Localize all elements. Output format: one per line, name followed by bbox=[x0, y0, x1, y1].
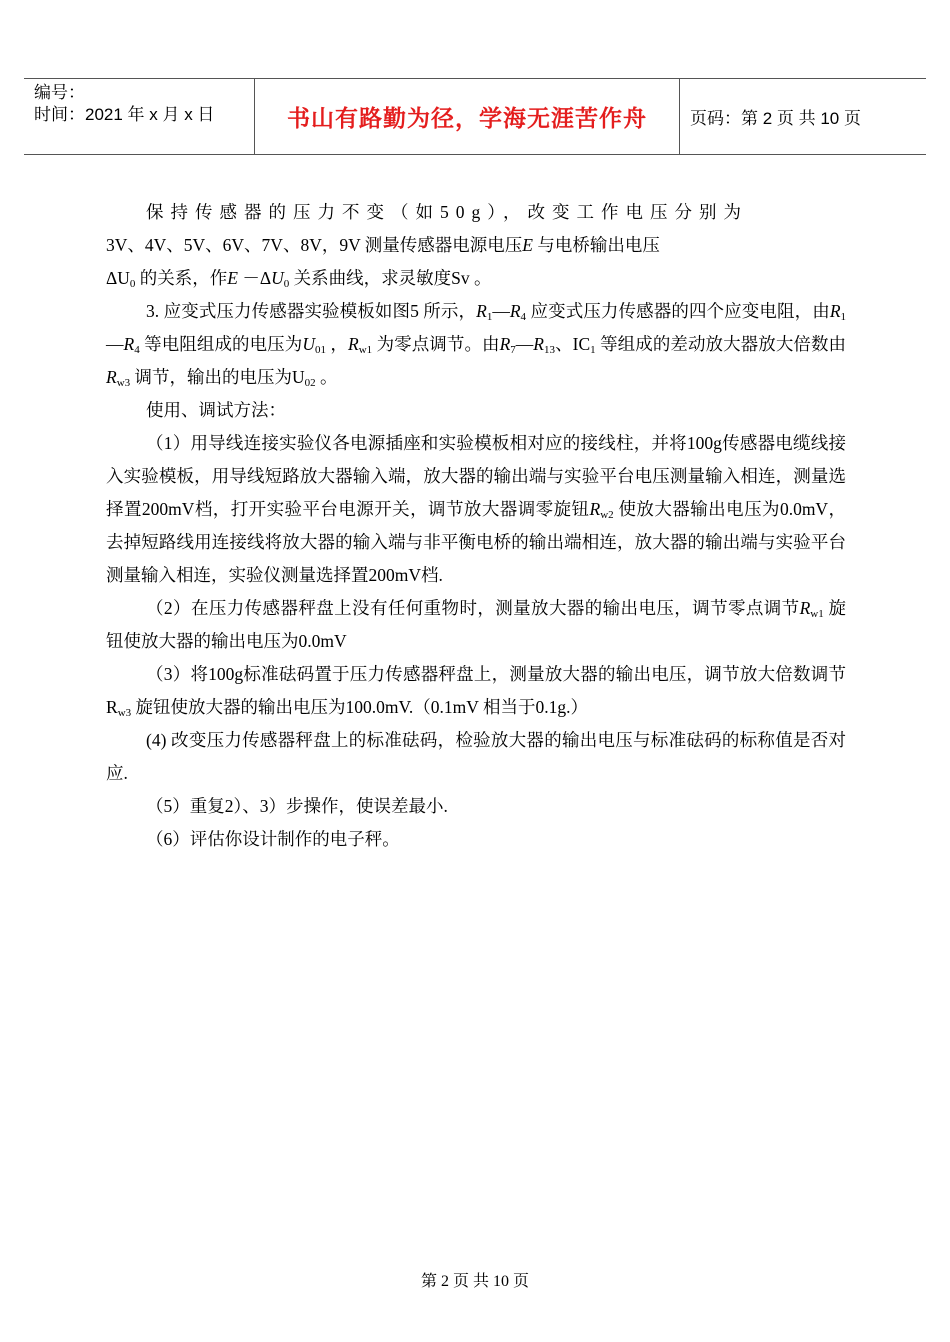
subscript: 4 bbox=[520, 311, 527, 323]
header-divider bbox=[679, 78, 680, 155]
text-run: 的关系，作 bbox=[135, 268, 228, 288]
math-symbol: R bbox=[589, 499, 601, 519]
text-run: 3. 应变式压力传感器实验模板如图5 所示， bbox=[146, 301, 477, 321]
paragraph: （6）评估你设计制作的电子秤。 bbox=[146, 829, 400, 849]
subscript: 02 bbox=[304, 377, 316, 389]
header-motto: 书山有路勤为径，学海无涯苦作舟 bbox=[287, 105, 647, 132]
math-symbol: R bbox=[476, 301, 487, 321]
document-body bbox=[106, 196, 846, 856]
text-run: 保持传感器的压力不变（如50g），改变工作电压分别为 bbox=[146, 202, 748, 222]
header-meta bbox=[34, 82, 214, 126]
text-run: （1）用导线连接实验仪各电源插座和实验模板相对应的接线柱，并将100g传感器电缆线接入实验模板，用导线短路放大器输入端，放大器的输出端与实验平台电压测量输入相连，测量选择置200mV档，打开实验平台电源开关，调节放大器调零旋钮 bbox=[106, 433, 846, 519]
math-run: ΔU bbox=[106, 268, 130, 288]
paragraph bbox=[106, 427, 846, 592]
subscript: 01 bbox=[314, 344, 326, 356]
text-run: 为零点调节。由 bbox=[372, 334, 500, 354]
math-symbol: R bbox=[509, 301, 521, 321]
math-symbol: R bbox=[106, 367, 117, 387]
paragraph bbox=[106, 295, 846, 394]
math-symbol: E bbox=[522, 235, 533, 255]
math-symbol: R bbox=[123, 334, 135, 354]
subscript: 0 bbox=[129, 278, 136, 290]
subscript: 1 bbox=[840, 311, 847, 323]
math-symbol: R bbox=[347, 334, 359, 354]
math-symbol: R bbox=[533, 334, 544, 354]
text-run: 旋钮使放大器的输出电压为100.0mV.（0.1mV 相当于0.1g.） bbox=[131, 697, 588, 717]
paragraph: 使用、调试方法： bbox=[146, 400, 286, 420]
text-run: 、IC bbox=[555, 334, 591, 354]
header-bottom-rule bbox=[24, 154, 926, 155]
text-run: 调节，输出的电压为U bbox=[130, 367, 305, 387]
paragraph: (4) 改变压力传感器秤盘上的标准砝码，检验放大器的输出电压与标准砝码的标称值是否对应. bbox=[106, 730, 846, 783]
text-run: 等组成的差动放大器放大倍数由 bbox=[595, 334, 847, 354]
page-header bbox=[24, 78, 926, 156]
text-run: 。 bbox=[315, 367, 338, 387]
text-run: — bbox=[106, 334, 124, 354]
text-run: （3）将100g标准砝码置于压力传感器秤盘上，测量放大器的输出电压，调节放大倍数调节R bbox=[106, 664, 846, 717]
footer-page-number: 第 2 页 共 10 页 bbox=[420, 1273, 529, 1290]
subscript: 7 bbox=[510, 344, 516, 356]
math-symbol: E bbox=[227, 268, 238, 288]
text-run: 与电桥输出电压 bbox=[532, 235, 660, 255]
math-symbol: R bbox=[499, 334, 511, 354]
subscript: w3 bbox=[116, 377, 131, 389]
subscript: 1 bbox=[486, 311, 493, 323]
text-run: — bbox=[492, 301, 510, 321]
subscript: 1 bbox=[590, 344, 596, 356]
paragraph bbox=[106, 658, 846, 724]
subscript: w1 bbox=[358, 344, 373, 356]
subscript: w3 bbox=[117, 707, 132, 719]
text-run: 旋钮使放大器的输出电压为0.0mV bbox=[106, 598, 847, 651]
text-run: — bbox=[515, 334, 534, 354]
text-run: 关系曲线，求灵敏度Sv 。 bbox=[289, 268, 492, 288]
subscript: w1 bbox=[810, 608, 824, 620]
subscript: w2 bbox=[600, 509, 614, 521]
page-footer bbox=[0, 1268, 950, 1291]
paragraph bbox=[106, 196, 846, 295]
text-run: 使放大器输出电压为0.0mV，去掉短路线用连接线将放大器的输入端与非平衡电桥的输出端相连，放大器的输出端与实验平台测量输入相连，实验仪测量选择置200mV档. bbox=[106, 499, 847, 585]
math-symbol: R bbox=[799, 598, 811, 618]
subscript: 0 bbox=[283, 278, 290, 290]
document-number-label: 编号： bbox=[34, 83, 85, 102]
paragraph: （5）重复2）、3）步操作，使误差最小. bbox=[146, 796, 448, 816]
text-run: 等电阻组成的电压为 bbox=[139, 334, 303, 354]
math-symbol: R bbox=[829, 301, 841, 321]
paragraph bbox=[106, 592, 846, 658]
math-symbol: U bbox=[271, 268, 284, 288]
text-run: （2）在压力传感器秤盘上没有任何重物时，测量放大器的输出电压，调节零点调节 bbox=[146, 598, 800, 618]
document-time-label: 时间：2021 年 x 月 x 日 bbox=[34, 105, 215, 124]
subscript: 4 bbox=[134, 344, 140, 356]
text-run: ， bbox=[325, 334, 348, 354]
math-symbol: U bbox=[302, 334, 315, 354]
text-run: 应变式压力传感器的四个应变电阻，由 bbox=[526, 301, 830, 321]
text-run: －Δ bbox=[237, 268, 272, 288]
header-page-label: 页码：第 2 页 共 10 页 bbox=[690, 108, 861, 128]
text-run: 3V、4V、5V、6V、7V、8V，9V 测量传感器电源电压 bbox=[106, 235, 523, 255]
subscript: 13 bbox=[544, 344, 555, 356]
